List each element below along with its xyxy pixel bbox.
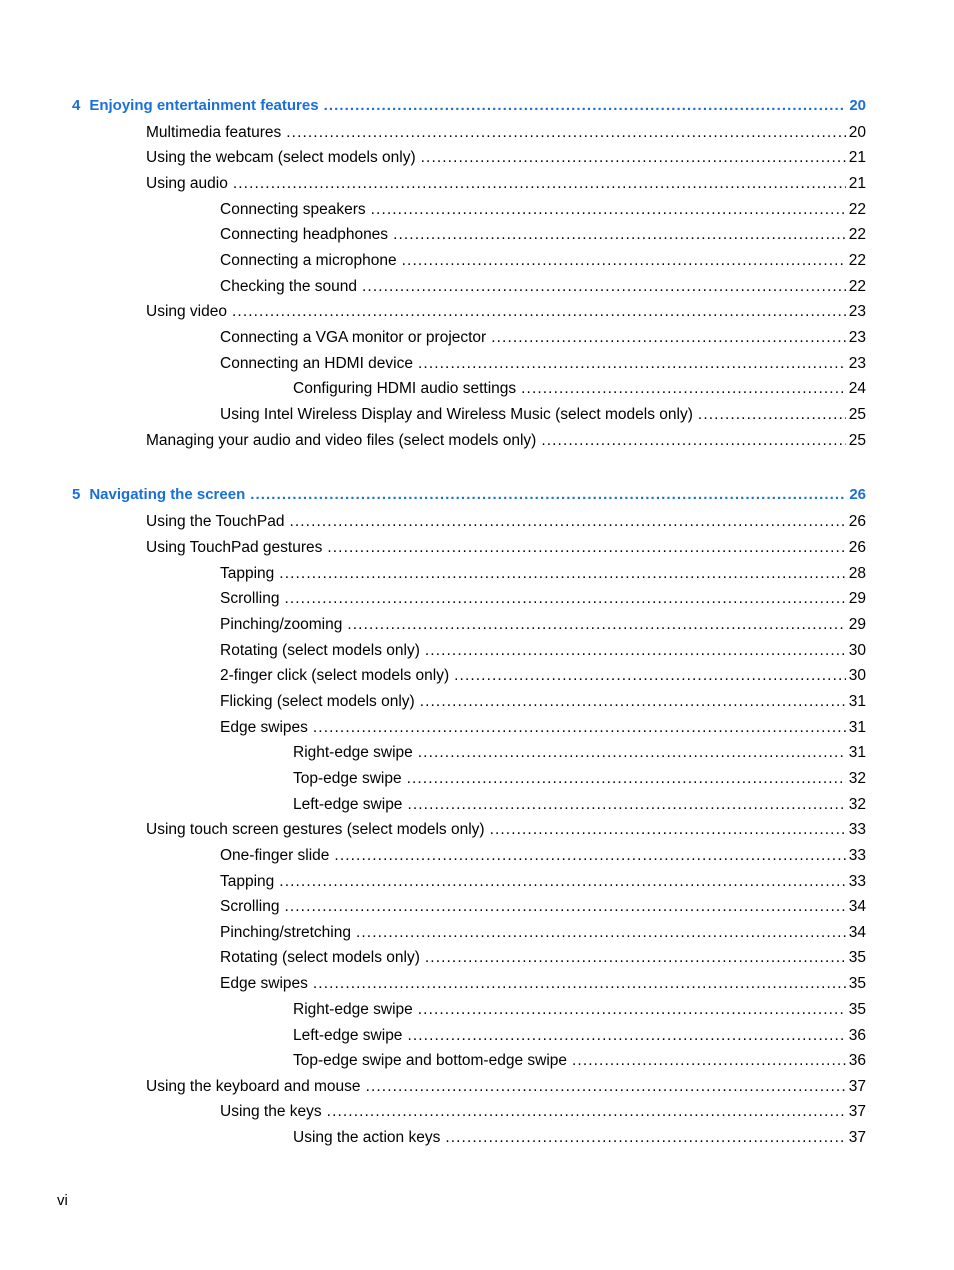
entry-page: 23 bbox=[848, 355, 866, 372]
entry-page: 37 bbox=[848, 1103, 866, 1120]
entry-page: 35 bbox=[848, 975, 866, 992]
toc-entry[interactable] bbox=[220, 667, 866, 687]
entry-page: 21 bbox=[848, 175, 866, 192]
entry-page: 26 bbox=[848, 513, 866, 530]
entry-page: 23 bbox=[848, 329, 866, 346]
entry-title: Checking the sound bbox=[220, 278, 358, 295]
dot-leader bbox=[279, 565, 845, 583]
entry-title: Connecting speakers bbox=[220, 201, 366, 218]
toc-entry[interactable] bbox=[293, 380, 866, 400]
entry-title: Using the action keys bbox=[293, 1129, 441, 1146]
dot-leader bbox=[289, 513, 845, 531]
toc-entry[interactable] bbox=[293, 1052, 866, 1072]
dot-leader bbox=[324, 97, 847, 114]
toc-entry[interactable] bbox=[146, 124, 866, 144]
dot-leader bbox=[425, 642, 846, 660]
toc-entry[interactable] bbox=[146, 175, 866, 195]
entry-title: Flicking (select models only) bbox=[220, 693, 415, 710]
toc-entry[interactable] bbox=[146, 149, 866, 169]
entry-page: 33 bbox=[848, 821, 866, 838]
dot-leader bbox=[698, 406, 846, 424]
entry-title: Left-edge swipe bbox=[293, 1027, 403, 1044]
toc-entry[interactable] bbox=[293, 1129, 866, 1149]
dot-leader bbox=[445, 1129, 845, 1147]
entry-title: Tapping bbox=[220, 565, 275, 582]
entry-title: Top-edge swipe and bottom-edge swipe bbox=[293, 1052, 568, 1069]
entry-title: Connecting headphones bbox=[220, 226, 389, 243]
chapter-number: 4 bbox=[72, 97, 81, 114]
entry-page: 31 bbox=[848, 693, 866, 710]
dot-leader bbox=[371, 201, 846, 219]
toc-entry[interactable] bbox=[220, 406, 866, 426]
toc-entry[interactable] bbox=[146, 539, 866, 559]
entry-page: 22 bbox=[848, 252, 866, 269]
entry-title: Pinching/zooming bbox=[220, 616, 343, 633]
entry-title: Connecting a microphone bbox=[220, 252, 397, 269]
entry-title: Configuring HDMI audio settings bbox=[293, 380, 517, 397]
toc-entry[interactable] bbox=[220, 278, 866, 298]
dot-leader bbox=[572, 1052, 846, 1070]
entry-page: 33 bbox=[848, 873, 866, 890]
toc-entry[interactable] bbox=[220, 329, 866, 349]
entry-page: 37 bbox=[848, 1129, 866, 1146]
dot-leader bbox=[402, 252, 846, 270]
entry-page: 35 bbox=[848, 1001, 866, 1018]
dot-leader bbox=[418, 355, 846, 373]
entry-title: Using the keys bbox=[220, 1103, 322, 1120]
entry-title: Rotating (select models only) bbox=[220, 949, 420, 966]
dot-leader bbox=[286, 124, 845, 142]
toc-entry[interactable] bbox=[293, 1001, 866, 1021]
entry-title: Connecting a VGA monitor or projector bbox=[220, 329, 487, 346]
entry-page: 34 bbox=[848, 924, 866, 941]
toc-entry[interactable] bbox=[293, 796, 866, 816]
entry-title: Top-edge swipe bbox=[293, 770, 402, 787]
entry-title: 2-finger click (select models only) bbox=[220, 667, 450, 684]
toc-entry[interactable] bbox=[220, 252, 866, 272]
toc-entry[interactable] bbox=[220, 355, 866, 375]
toc-entry[interactable] bbox=[220, 898, 866, 918]
dot-leader bbox=[407, 796, 845, 814]
entry-page: 34 bbox=[848, 898, 866, 915]
entry-title: Left-edge swipe bbox=[293, 796, 403, 813]
toc-entry[interactable] bbox=[220, 693, 866, 713]
entry-title: Managing your audio and video files (select models only) bbox=[146, 432, 537, 449]
dot-leader bbox=[284, 898, 845, 916]
entry-title: Using the keyboard and mouse bbox=[146, 1078, 361, 1095]
dot-leader bbox=[418, 744, 846, 762]
entry-title: Using video bbox=[146, 303, 227, 320]
toc-entry[interactable] bbox=[293, 770, 866, 790]
entry-title: Right-edge swipe bbox=[293, 744, 413, 761]
toc-entry[interactable] bbox=[293, 744, 866, 764]
toc-entry[interactable] bbox=[146, 513, 866, 533]
entry-page: 23 bbox=[848, 303, 866, 320]
entry-page: 20 bbox=[848, 124, 866, 141]
entry-title: Using touch screen gestures (select models only) bbox=[146, 821, 485, 838]
entry-page: 29 bbox=[848, 616, 866, 633]
toc-entry[interactable] bbox=[146, 303, 866, 323]
chapter-heading[interactable] bbox=[72, 486, 866, 506]
entry-title: Rotating (select models only) bbox=[220, 642, 420, 659]
entry-page: 33 bbox=[848, 847, 866, 864]
toc-entry[interactable] bbox=[220, 924, 866, 944]
toc-entry[interactable] bbox=[220, 1103, 866, 1123]
entry-title: Connecting an HDMI device bbox=[220, 355, 413, 372]
entry-page: 22 bbox=[848, 201, 866, 218]
entry-title: Tapping bbox=[220, 873, 275, 890]
toc-entry[interactable] bbox=[220, 949, 866, 969]
dot-leader bbox=[356, 924, 846, 942]
dot-leader bbox=[362, 278, 846, 296]
entry-title: Using audio bbox=[146, 175, 228, 192]
toc-entry[interactable] bbox=[146, 821, 866, 841]
dot-leader bbox=[541, 432, 845, 450]
toc-entry[interactable] bbox=[220, 616, 866, 636]
dot-leader bbox=[279, 873, 845, 891]
dot-leader bbox=[313, 719, 846, 737]
entry-page: 21 bbox=[848, 149, 866, 166]
entry-title: One-finger slide bbox=[220, 847, 330, 864]
dot-leader bbox=[250, 486, 846, 503]
chapter-number: 5 bbox=[72, 486, 81, 503]
dot-leader bbox=[393, 226, 846, 244]
dot-leader bbox=[407, 1027, 845, 1045]
entry-page: 30 bbox=[848, 667, 866, 684]
entry-page: 22 bbox=[848, 226, 866, 243]
toc-entry[interactable] bbox=[220, 226, 866, 246]
entry-title: Pinching/stretching bbox=[220, 924, 351, 941]
entry-title: Scrolling bbox=[220, 898, 280, 915]
entry-page: 31 bbox=[848, 744, 866, 761]
chapter-page: 26 bbox=[849, 486, 866, 503]
dot-leader bbox=[232, 303, 846, 321]
dot-leader bbox=[421, 149, 846, 167]
entry-page: 28 bbox=[848, 565, 866, 582]
chapter-title: Navigating the screen bbox=[89, 486, 246, 503]
entry-title: Edge swipes bbox=[220, 719, 308, 736]
entry-page: 35 bbox=[848, 949, 866, 966]
toc-entry[interactable] bbox=[220, 565, 866, 585]
dot-leader bbox=[490, 821, 846, 839]
entry-page: 37 bbox=[848, 1078, 866, 1095]
toc-entry[interactable] bbox=[220, 719, 866, 739]
dot-leader bbox=[521, 380, 846, 398]
entry-title: Edge swipes bbox=[220, 975, 308, 992]
dot-leader bbox=[327, 539, 845, 557]
toc-entry[interactable] bbox=[220, 201, 866, 221]
entry-page: 26 bbox=[848, 539, 866, 556]
dot-leader bbox=[327, 1103, 846, 1121]
dot-leader bbox=[420, 693, 846, 711]
entry-page: 36 bbox=[848, 1052, 866, 1069]
dot-leader bbox=[454, 667, 846, 685]
entry-title: Using the webcam (select models only) bbox=[146, 149, 416, 166]
toc-entry[interactable] bbox=[146, 432, 866, 452]
chapter-title: Enjoying entertainment features bbox=[89, 97, 319, 114]
dot-leader bbox=[491, 329, 846, 347]
entry-page: 32 bbox=[848, 770, 866, 787]
toc-entry[interactable] bbox=[220, 847, 866, 867]
entry-page: 22 bbox=[848, 278, 866, 295]
entry-title: Using Intel Wireless Display and Wireless Music (select models only) bbox=[220, 406, 693, 423]
dot-leader bbox=[418, 1001, 846, 1019]
entry-page: 30 bbox=[848, 642, 866, 659]
entry-title: Right-edge swipe bbox=[293, 1001, 413, 1018]
entry-page: 36 bbox=[848, 1027, 866, 1044]
entry-page: 24 bbox=[848, 380, 866, 397]
toc-entry[interactable] bbox=[146, 1078, 866, 1098]
entry-page: 25 bbox=[848, 432, 866, 449]
dot-leader bbox=[233, 175, 846, 193]
entry-title: Multimedia features bbox=[146, 124, 282, 141]
dot-leader bbox=[334, 847, 845, 865]
toc-entry[interactable] bbox=[293, 1027, 866, 1047]
toc-entry[interactable] bbox=[220, 873, 866, 893]
entry-title: Using TouchPad gestures bbox=[146, 539, 323, 556]
entry-page: 25 bbox=[848, 406, 866, 423]
dot-leader bbox=[313, 975, 846, 993]
entry-page: 29 bbox=[848, 590, 866, 607]
entry-title: Scrolling bbox=[220, 590, 280, 607]
dot-leader bbox=[284, 590, 845, 608]
toc-entry[interactable] bbox=[220, 590, 866, 610]
toc-entry[interactable] bbox=[220, 975, 866, 995]
chapter-heading[interactable] bbox=[72, 97, 866, 117]
entry-page: 31 bbox=[848, 719, 866, 736]
dot-leader bbox=[425, 949, 846, 967]
dot-leader bbox=[347, 616, 845, 634]
entry-title: Using the TouchPad bbox=[146, 513, 285, 530]
dot-leader bbox=[407, 770, 846, 788]
dot-leader bbox=[366, 1078, 846, 1096]
page-number-footer: vi bbox=[57, 1192, 68, 1209]
toc-entry[interactable] bbox=[220, 642, 866, 662]
chapter-page: 20 bbox=[849, 97, 866, 114]
entry-page: 32 bbox=[848, 796, 866, 813]
